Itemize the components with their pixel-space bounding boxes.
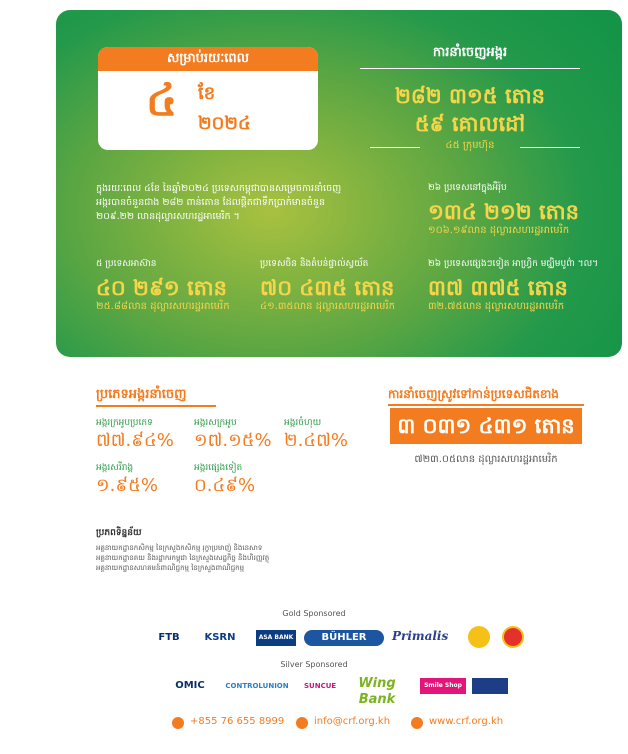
description-line: ក្នុងរយៈពេល ៤ខែ នៃឆ្នាំ២០២៤ ប្រទេសកម្ពុជាបានសម្រេចការនាំចេញ [96,183,342,194]
rice-type-label: អង្ករចំហុយ [284,418,322,428]
china-label: ប្រទេសចិន និងតំបន់ផ្ទាល់ស្វយ័ត [260,259,369,269]
sponsor-emblem-icon [468,626,490,648]
rice-type-label: អង្ករសរីរាង្គ [96,463,134,473]
neighbors-title: ការនាំចេញស្រូវទៅកាន់ប្រទេសជិតខាង [388,387,559,401]
source-item: អគ្គនាយកដ្ឋានកសិកម្ម នៃក្រសួងកសិកម្ម រុក្ខាប្រមាញ់ និងនេសាទ [96,544,263,552]
contact-email[interactable]: info@crf.org.kh [314,716,391,727]
sponsor-logo: CONTROLUNION [225,682,289,690]
source-item: អគ្គនាយកដ្ឋានគយ និងរដ្ឋាករកម្ពុជា នៃក្រសួងសេដ្ឋកិច្ច និងហិរញ្ញវត្ថុ [96,554,270,562]
neighbors-value: ៧២៣.០៥លាន ដុល្លារសហរដ្ឋអាមេរិក [414,454,558,465]
export-tonnes: ២៨២ ៣១៥ តោន [395,84,545,108]
description-line: ២០៩.២២ លានដុល្លារសហរដ្ឋអាមេរិក ។ [96,211,240,222]
period-card [98,47,318,150]
source-item: អគ្គនាយកដ្ឋានសហគមន៍ពាណិជ្ជកម្ម នៃក្រសួងពាណិជ្ជកម្ម [96,564,245,572]
asean-tonnes: ៤០ ២៩១ តោន [96,276,228,300]
sponsor-logo: OMIC [175,680,205,691]
silver-sponsored-label: Silver Sponsored [280,660,348,669]
rice-type-value: ១.៩៥% [96,475,158,496]
sources-title: ប្រភពទិន្នន័យ [96,528,142,538]
sources-list [96,543,269,573]
rice-type-label: អង្ករសក្រអូប [194,418,237,428]
export-destinations: ៥៩ គោលដៅ [414,112,526,136]
others-tonnes: ៣៧ ៣៧៥ តោន [428,276,568,300]
phone-icon [172,717,184,729]
eu-tonnes: ១៣៤ ២១២ តោន [428,200,579,224]
gold-sponsored-label: Gold Sponsored [282,609,346,618]
sponsor-logo: Primalis [392,629,449,643]
rice-types-underline [96,405,216,407]
companies-left-line [370,147,420,148]
sponsor-logo: BÜHLER [304,630,384,646]
description [96,182,416,224]
sponsor-badge-icon [472,678,508,694]
email-icon [296,717,308,729]
sponsor-emblem-icon [502,626,524,648]
rice-type-label: អង្ករក្រអូបប្រភេទ [96,418,153,428]
sponsor-logo: FTB [158,632,180,643]
china-tonnes: ៧០ ៤៣៥ តោន [260,276,395,300]
sponsor-logo: Wing Bank [358,676,396,707]
sponsor-logo: ASA BANK [256,630,296,646]
export-companies: ៤៥ ក្រុមហ៊ុន [445,140,495,151]
globe-icon [411,717,423,729]
neighbors-tonnes-card: ៣ ០៣១ ៤៣១ តោន [390,408,582,444]
period-months: ៤ [146,75,178,126]
sponsor-logo: Smile Shop [420,678,466,694]
eu-label: ២៦ ប្រទេសនៅក្នុងអឺរ៉ុប [428,183,507,193]
description-line: អង្ករបានចំនួនជាង ២៨២ ពាន់តោន ដែលផ្តិតជាទឹកប្រាក់មានចំនួន [96,197,325,208]
export-title: ការនាំចេញអង្ករ [432,45,508,60]
period-header: សម្រាប់រយៈពេល [98,47,318,71]
contact-website[interactable]: www.crf.org.kh [429,716,504,727]
rice-type-value: ៧៧.៩៤% [96,430,174,451]
rice-type-label: អង្ករផ្សេងទៀត [194,463,243,473]
rice-type-value: ២.៤៧% [284,430,348,451]
period-year: ២០២៤ [198,113,251,134]
period-month-word: ខែ [198,83,216,104]
asean-value: ២៥.៨៨លាន ដុល្លារសហរដ្ឋអាមេរិក [96,301,230,312]
others-value: ៣២.៧៥លាន ដុល្លារសហរដ្ឋអាមេរិក [428,301,565,312]
neighbors-underline [388,404,584,406]
companies-right-line [520,147,580,148]
china-value: ៤១.៣៥លាន ដុល្លារសហរដ្ឋអាមេរិក [260,301,396,312]
rice-types-title: ប្រភេទអង្ករនាំចេញ [96,387,187,402]
eu-value: ១០៦.១៩លាន ដុល្លារសហរដ្ឋអាមេរិក [428,225,570,236]
asean-label: ៥ ប្រទេសអាស៊ាន [96,259,157,269]
sponsor-logo: SUNCUE [304,682,337,690]
export-title-divider [360,68,580,69]
others-label: ២៦ ប្រទេសផ្សេងៗទៀត អាហ្វ្រិក មជ្ឈិមបូព៌ា ។ល។ [428,259,599,269]
contact-phone[interactable]: +855 76 655 8999 [190,716,285,727]
sponsor-logo: KSRN [204,632,236,643]
rice-type-value: ០.៤៩% [194,475,256,496]
rice-type-value: ១៧.១៥% [194,430,272,451]
